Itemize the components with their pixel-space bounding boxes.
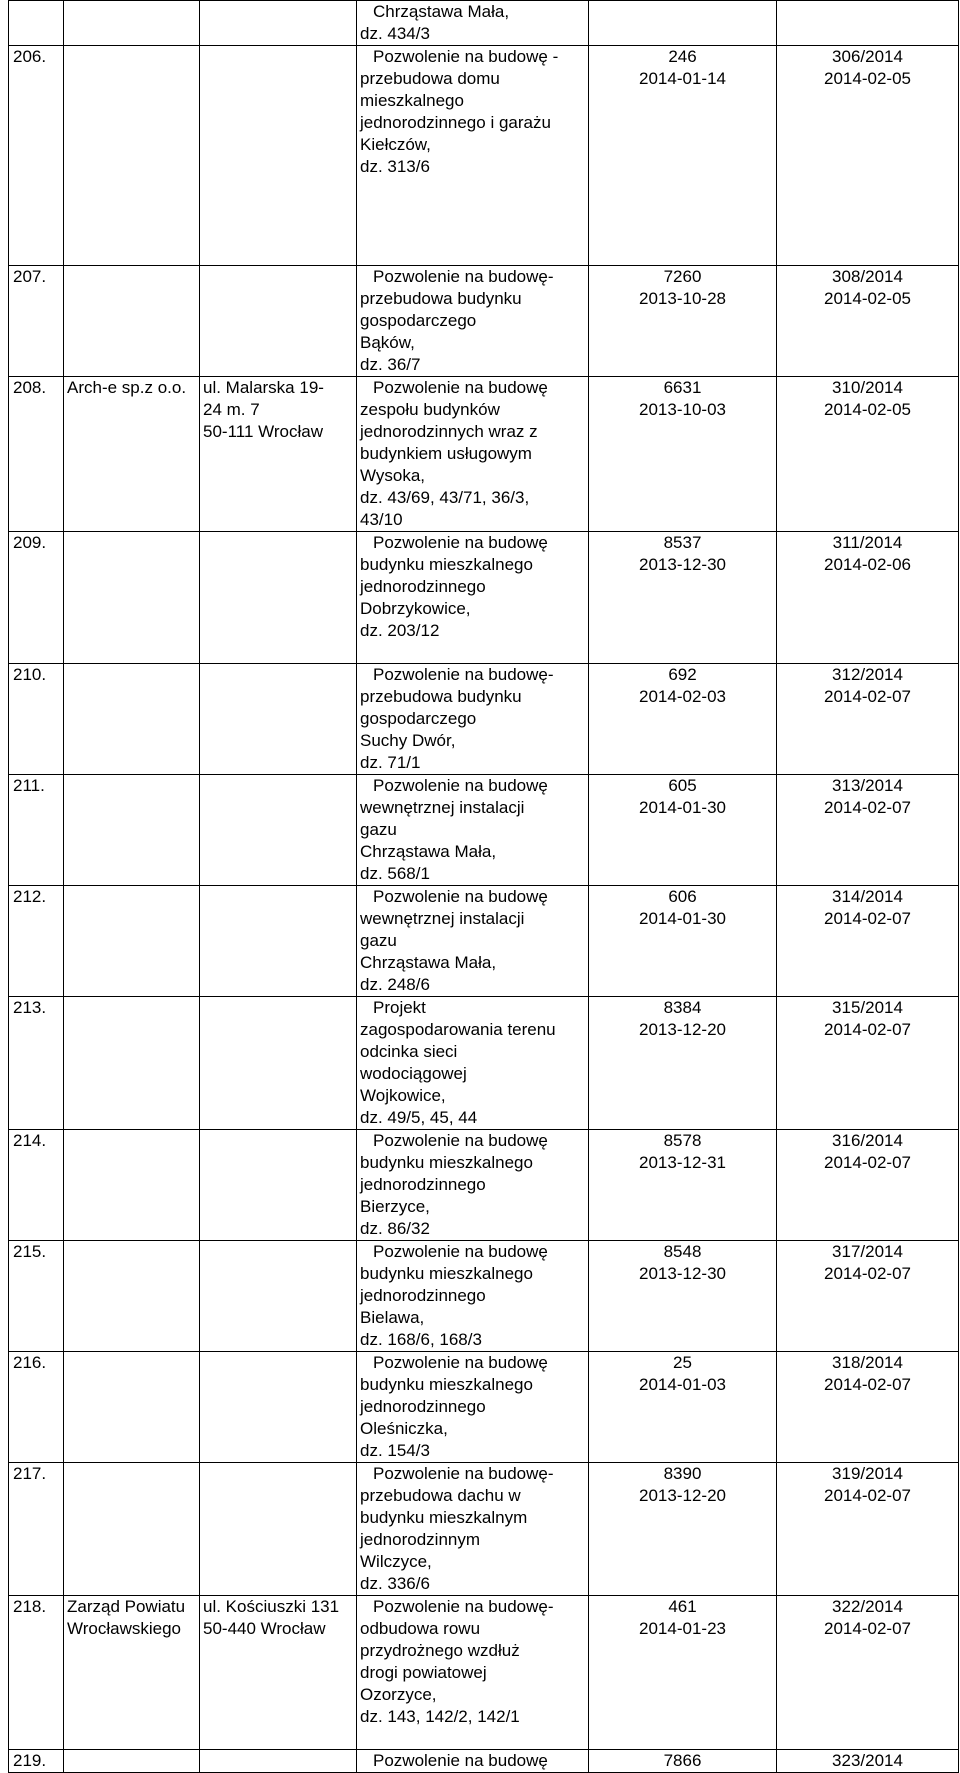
- decision-number-date: 308/2014 2014-02-05: [777, 266, 959, 377]
- applicant-name: [64, 886, 200, 997]
- applicant-name: [64, 532, 200, 664]
- permit-description: [357, 532, 589, 664]
- description-first-line: Pozwolenie na budowę -: [373, 47, 559, 66]
- description-first-line: Pozwolenie na budowę: [373, 378, 548, 397]
- decision-number-date: 317/2014 2014-02-07: [777, 1241, 959, 1352]
- table-row: [9, 664, 959, 775]
- description-text: zagospodarowania terenu odcinka sieci wodociągowej Wojkowice, dz. 49/5, 45, 44: [360, 1020, 556, 1127]
- description-text: przebudowa budynku gospodarczego Bąków, dz. 36/7: [360, 289, 522, 374]
- applicant-address: [200, 886, 357, 997]
- description-first-line: Pozwolenie na budowę-: [373, 665, 554, 684]
- applicant-address: [200, 1750, 357, 1773]
- application-number-date: 25 2014-01-03: [589, 1352, 777, 1463]
- description-text: budynku mieszkalnego jednorodzinnego Bielawa, dz. 168/6, 168/3: [360, 1264, 533, 1349]
- applicant-address: [200, 1463, 357, 1596]
- decision-number-date: 316/2014 2014-02-07: [777, 1130, 959, 1241]
- description-text: wewnętrznej instalacji gazu Chrząstawa Mała, dz. 248/6: [360, 909, 525, 994]
- table-row: [9, 997, 959, 1130]
- description-first-line: Pozwolenie na budowę-: [373, 267, 554, 286]
- applicant-address: [200, 997, 357, 1130]
- permit-description: [357, 377, 589, 532]
- applicant-address: [200, 1352, 357, 1463]
- description-text: zespołu budynków jednorodzinnych wraz z budynkiem usługowym Wysoka, dz. 43/69, 43/71, 36/3, 43/10: [360, 400, 538, 529]
- applicant-name: [64, 1463, 200, 1596]
- decision-number-date: 306/2014 2014-02-05: [777, 46, 959, 266]
- decision-number-date: 322/2014 2014-02-07: [777, 1596, 959, 1750]
- applicant-address: ul. Malarska 19- 24 m. 7 50-111 Wrocław: [200, 377, 357, 532]
- table-row: [9, 1352, 959, 1463]
- description-first-line: Projekt: [373, 998, 426, 1017]
- permit-description: [357, 1241, 589, 1352]
- application-number-date: 7866: [589, 1750, 777, 1773]
- description-text: budynku mieszkalnego jednorodzinnego Dobrzykowice, dz. 203/12: [360, 555, 533, 640]
- decision-number-date: 314/2014 2014-02-07: [777, 886, 959, 997]
- description-first-line: Pozwolenie na budowę: [373, 1353, 548, 1372]
- applicant-address: [200, 664, 357, 775]
- description-first-line: Pozwolenie na budowę: [373, 1242, 548, 1261]
- permit-description: [357, 1463, 589, 1596]
- row-number: 216.: [9, 1352, 64, 1463]
- application-number-date: 461 2014-01-23: [589, 1596, 777, 1750]
- application-number-date: 7260 2013-10-28: [589, 266, 777, 377]
- applicant-name: [64, 266, 200, 377]
- applicant-name: [64, 1, 200, 46]
- applicant-name: [64, 997, 200, 1130]
- decision-number-date: 313/2014 2014-02-07: [777, 775, 959, 886]
- applicant-address: [200, 775, 357, 886]
- description-text: odbudowa rowu przydrożnego wzdłuż drogi powiatowej Ozorzyce, dz. 143, 142/2, 142/1: [360, 1619, 520, 1726]
- table-row: [9, 886, 959, 997]
- description-text: dz. 434/3: [360, 24, 430, 43]
- decision-number-date: 311/2014 2014-02-06: [777, 532, 959, 664]
- table-row: [9, 1130, 959, 1241]
- row-number: 211.: [9, 775, 64, 886]
- decision-number-date: 315/2014 2014-02-07: [777, 997, 959, 1130]
- decision-number-date: [777, 1, 959, 46]
- applicant-address: [200, 46, 357, 266]
- application-number-date: 8578 2013-12-31: [589, 1130, 777, 1241]
- document-page: [8, 0, 958, 1773]
- application-number-date: 8548 2013-12-30: [589, 1241, 777, 1352]
- row-number: 209.: [9, 532, 64, 664]
- applicant-name: Arch-e sp.z o.o.: [64, 377, 200, 532]
- row-number: 206.: [9, 46, 64, 266]
- description-first-line: Pozwolenie na budowę-: [373, 1597, 554, 1616]
- row-number: 218.: [9, 1596, 64, 1750]
- application-number-date: 605 2014-01-30: [589, 775, 777, 886]
- application-number-date: 246 2014-01-14: [589, 46, 777, 266]
- table-row: [9, 1596, 959, 1750]
- description-first-line: Pozwolenie na budowę-: [373, 1464, 554, 1483]
- description-text: przebudowa dachu w budynku mieszkalnym jednorodzinnym Wilczyce, dz. 336/6: [360, 1486, 528, 1593]
- description-first-line: Pozwolenie na budowę: [373, 1751, 548, 1770]
- decision-number-date: 310/2014 2014-02-05: [777, 377, 959, 532]
- row-number: 217.: [9, 1463, 64, 1596]
- permit-description: [357, 664, 589, 775]
- permit-description: [357, 266, 589, 377]
- applicant-name: [64, 1352, 200, 1463]
- row-number: 208.: [9, 377, 64, 532]
- applicant-name: [64, 46, 200, 266]
- description-text: budynku mieszkalnego jednorodzinnego Oleśniczka, dz. 154/3: [360, 1375, 533, 1460]
- decision-number-date: 323/2014: [777, 1750, 959, 1773]
- row-number: 213.: [9, 997, 64, 1130]
- applicant-address: [200, 1, 357, 46]
- decision-number-date: 312/2014 2014-02-07: [777, 664, 959, 775]
- row-number: 210.: [9, 664, 64, 775]
- decision-number-date: 318/2014 2014-02-07: [777, 1352, 959, 1463]
- applicant-name: [64, 1130, 200, 1241]
- applicant-address: [200, 266, 357, 377]
- description-text: wewnętrznej instalacji gazu Chrząstawa Mała, dz. 568/1: [360, 798, 525, 883]
- table-row: [9, 266, 959, 377]
- row-number: [9, 1, 64, 46]
- permit-description: [357, 1352, 589, 1463]
- applicant-address: [200, 532, 357, 664]
- permit-description: [357, 997, 589, 1130]
- applicant-name: [64, 775, 200, 886]
- description-text: budynku mieszkalnego jednorodzinnego Bierzyce, dz. 86/32: [360, 1153, 533, 1238]
- applicant-name: [64, 1241, 200, 1352]
- table-row: [9, 1241, 959, 1352]
- application-number-date: 8390 2013-12-20: [589, 1463, 777, 1596]
- permit-description: [357, 775, 589, 886]
- table-row: [9, 1, 959, 46]
- table-row: [9, 775, 959, 886]
- applicant-address: [200, 1130, 357, 1241]
- description-first-line: Pozwolenie na budowę: [373, 1131, 548, 1150]
- row-number: 214.: [9, 1130, 64, 1241]
- application-number-date: 6631 2013-10-03: [589, 377, 777, 532]
- row-number: 219.: [9, 1750, 64, 1773]
- applicant-name: [64, 1750, 200, 1773]
- applicant-name: [64, 664, 200, 775]
- description-text: przebudowa budynku gospodarczego Suchy Dwór, dz. 71/1: [360, 687, 522, 772]
- table-row: [9, 46, 959, 266]
- application-number-date: [589, 1, 777, 46]
- applicant-address: [200, 1241, 357, 1352]
- application-number-date: 8537 2013-12-30: [589, 532, 777, 664]
- application-number-date: 692 2014-02-03: [589, 664, 777, 775]
- permit-description: [357, 1, 589, 46]
- decision-number-date: 319/2014 2014-02-07: [777, 1463, 959, 1596]
- description-first-line: Pozwolenie na budowę: [373, 776, 548, 795]
- description-first-line: Chrząstawa Mała,: [373, 2, 510, 21]
- permit-description: [357, 1596, 589, 1750]
- description-text: przebudowa domu mieszkalnego jednorodzinnego i garażu Kiełczów, dz. 313/6: [360, 69, 551, 176]
- permits-table-body: [9, 1, 959, 1773]
- permits-table: [8, 0, 959, 1773]
- table-row: [9, 532, 959, 664]
- row-number: 212.: [9, 886, 64, 997]
- description-first-line: Pozwolenie na budowę: [373, 533, 548, 552]
- table-row: [9, 377, 959, 532]
- table-row: [9, 1750, 959, 1773]
- applicant-name: Zarząd Powiatu Wrocławskiego: [64, 1596, 200, 1750]
- permit-description: [357, 46, 589, 266]
- applicant-address: ul. Kościuszki 131 50-440 Wrocław: [200, 1596, 357, 1750]
- permit-description: [357, 1750, 589, 1773]
- permit-description: [357, 1130, 589, 1241]
- row-number: 207.: [9, 266, 64, 377]
- row-number: 215.: [9, 1241, 64, 1352]
- table-row: [9, 1463, 959, 1596]
- permit-description: [357, 886, 589, 997]
- application-number-date: 8384 2013-12-20: [589, 997, 777, 1130]
- description-first-line: Pozwolenie na budowę: [373, 887, 548, 906]
- application-number-date: 606 2014-01-30: [589, 886, 777, 997]
